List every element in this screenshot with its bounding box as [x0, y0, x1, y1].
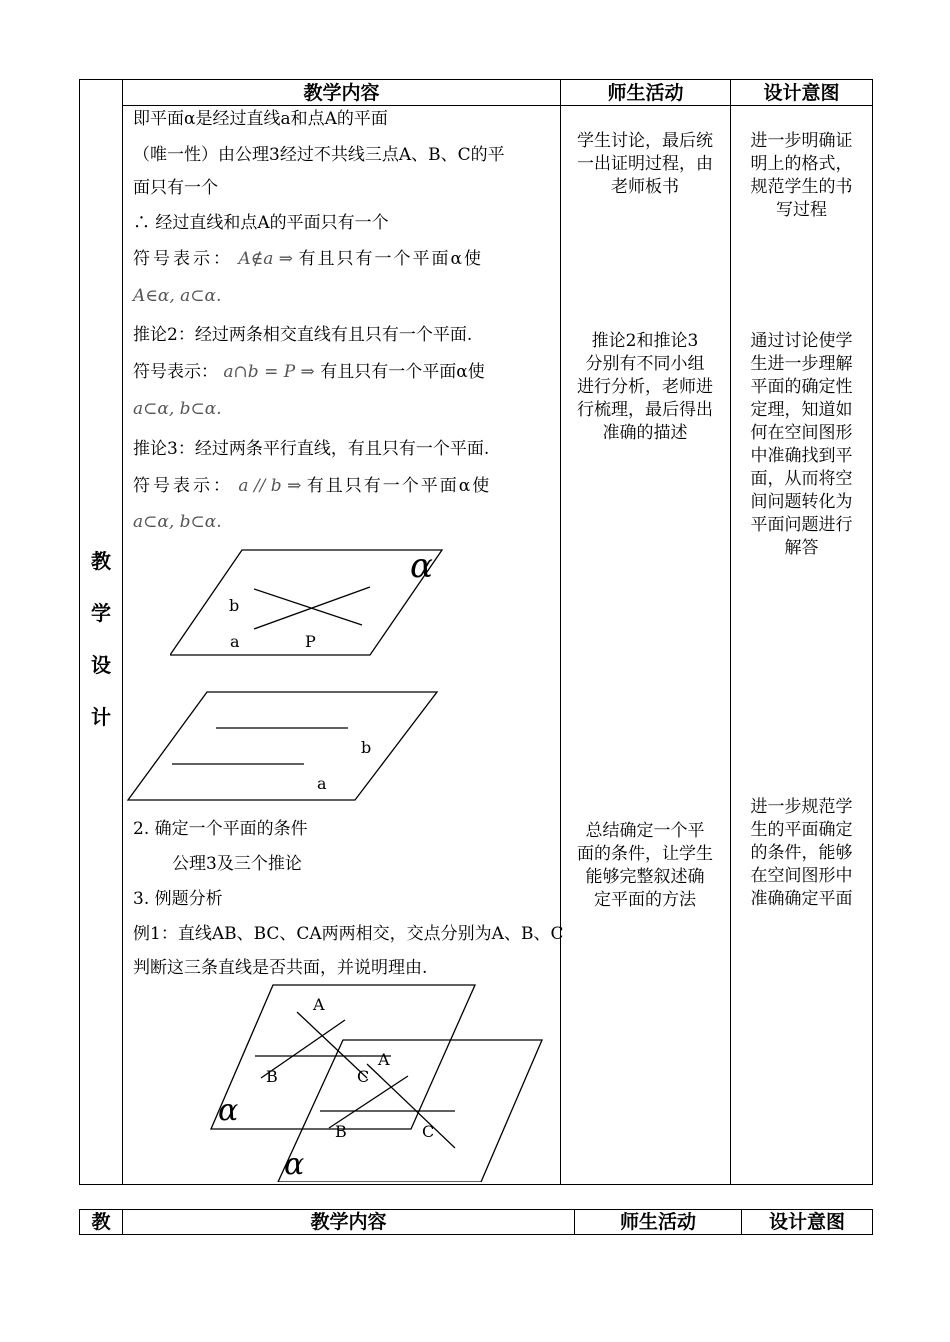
- plane-1: [211, 985, 475, 1129]
- corollary-2: 推论2：经过两条相交直线有且只有一个平面.: [133, 325, 473, 345]
- plane-parallelogram: [128, 692, 437, 800]
- activity-line: 行梳理，最后得出: [577, 400, 713, 420]
- table1-content-divider: [560, 79, 561, 1185]
- intent-block-2: [735, 330, 868, 560]
- activity-line: 一出证明过程，由: [577, 154, 713, 174]
- symbol-tail: 有且只有一个平面α使: [298, 249, 483, 269]
- figure-two-planes: [205, 982, 550, 1182]
- symbol-tail: 有且只有一个平面α使: [320, 362, 485, 382]
- label-a: a: [230, 632, 240, 651]
- intent-line: 进一步明确证: [750, 131, 853, 151]
- intent-line: 在空间图形中: [750, 866, 853, 886]
- activity-line: 面的条件，让学生: [577, 844, 713, 864]
- content-line2: （唯一性）由公理3经过不共线三点A、B、C的平: [133, 145, 505, 165]
- intent-line: 规范学生的书: [750, 177, 853, 197]
- label-p: P: [305, 632, 316, 651]
- intent-line: 平面的确定性: [750, 377, 853, 397]
- item-2-sub: 公理3及三个推论: [172, 854, 302, 874]
- alpha-label-2: α: [284, 1147, 305, 1182]
- label-a-1: A: [313, 995, 325, 1014]
- figure-parallel-lines: [127, 690, 442, 802]
- symbol-formula: a // b ⇒: [238, 476, 302, 496]
- symbol-row-3-line2: a⊂α, b⊂α.: [133, 512, 222, 532]
- symbol-tail: 有且只有一个平面α使: [306, 476, 492, 496]
- header-content: 教学内容: [303, 82, 380, 104]
- line-b: [254, 589, 362, 625]
- table1-activity-divider: [730, 79, 731, 1185]
- table2-right-border: [872, 1209, 873, 1235]
- table1-right-border: [872, 79, 873, 1185]
- intent-line: 生的平面确定: [750, 820, 853, 840]
- intent-line: 面，从而将空: [750, 469, 853, 489]
- intent-line: 的条件，能够: [750, 843, 853, 863]
- symbol-label: 符号表示：: [133, 476, 233, 496]
- activity-line: 分别有不同小组: [585, 354, 705, 374]
- table1-side-divider: [122, 79, 123, 1185]
- label-b: b: [361, 738, 372, 757]
- corollary-3: 推论3：经过两条平行直线，有且只有一个平面.: [133, 439, 490, 459]
- activity-line: 老师板书: [611, 177, 679, 197]
- intent-line: 生进一步理解: [750, 354, 853, 374]
- label-c-1: C: [357, 1067, 370, 1086]
- header-activity: 师生活动: [607, 82, 684, 104]
- symbol-row-1-line2: A∈α, a⊂α.: [133, 286, 222, 306]
- side-label-2: 学: [91, 601, 111, 625]
- intent-line: 中准确找到平: [750, 446, 853, 466]
- intent-line: 间问题转化为: [750, 492, 853, 512]
- intent-line: 写过程: [776, 200, 827, 220]
- label-a-2: A: [378, 1050, 390, 1069]
- label-b: b: [229, 596, 240, 615]
- activity-block-3: [566, 820, 724, 912]
- table2-header-content: 教学内容: [310, 1211, 387, 1233]
- table2-header-side: 教: [91, 1211, 111, 1233]
- symbol-row-1: [133, 248, 483, 270]
- label-b-2: B: [335, 1122, 347, 1141]
- symbol-row-2-line2: a⊂α, b⊂α.: [133, 399, 222, 419]
- symbol-label: 符号表示：: [133, 362, 218, 382]
- table1-left-border: [79, 79, 80, 1185]
- symbol-label: 符号表示：: [133, 249, 233, 269]
- intent-block-1: [735, 130, 868, 222]
- side-label-1: 教: [91, 549, 111, 573]
- activity-line: 推论2和推论3: [591, 331, 699, 351]
- activity-line: 进行分析，老师进: [577, 377, 713, 397]
- intent-line: 何在空间图形: [750, 423, 853, 443]
- activity-line: 总结确定一个平: [585, 821, 705, 841]
- intent-line: 进一步规范学: [750, 797, 853, 817]
- activity-line: 准确的描述: [602, 423, 688, 443]
- line-a: [254, 587, 370, 629]
- intent-line: 平面问题进行: [750, 515, 853, 535]
- label-b-1: B: [266, 1067, 278, 1086]
- intent-block-3: [735, 796, 868, 911]
- example-1-line1: 例1：直线AB、BC、CA两两相交，交点分别为A、B、C: [133, 924, 564, 944]
- intent-line: 通过讨论使学: [750, 331, 853, 351]
- content-line3: 面只有一个: [133, 178, 218, 198]
- item-2: 2. 确定一个平面的条件: [133, 819, 308, 839]
- item-3: 3. 例题分析: [133, 889, 223, 909]
- intent-line: 明上的格式，: [750, 154, 853, 174]
- activity-block-2: [566, 330, 724, 445]
- table2-header-activity: 师生活动: [619, 1211, 696, 1233]
- symbol-row-3: [133, 475, 491, 497]
- intent-line: 准确确定平面: [750, 889, 853, 909]
- label-c-2: C: [422, 1122, 435, 1141]
- activity-line: 定平面的方法: [594, 890, 696, 910]
- side-label-4: 计: [91, 705, 111, 729]
- content-line4: ∴ 经过直线和点A的平面只有一个: [133, 213, 389, 233]
- activity-block-1: [566, 130, 724, 199]
- line-ac-2: [367, 1064, 455, 1148]
- alpha-label: α: [410, 546, 433, 586]
- alpha-label-1: α: [218, 1093, 239, 1128]
- table1-bottom-border: [79, 1184, 873, 1185]
- intent-line: 解答: [784, 538, 819, 558]
- symbol-formula: a∩b = P ⇒: [223, 362, 315, 382]
- content-line1: 即平面α是经过直线a和点A的平面: [133, 109, 388, 129]
- figure-intersecting-lines: [170, 545, 450, 660]
- side-label-3: 设: [91, 653, 111, 677]
- symbol-row-2: [133, 361, 485, 383]
- intent-line: 定理，知道如: [750, 400, 853, 420]
- label-a: a: [317, 774, 327, 793]
- table2-header-intent: 设计意图: [768, 1211, 845, 1233]
- activity-line: 学生讨论，最后统: [577, 131, 713, 151]
- symbol-formula: A∉a ⇒: [238, 249, 294, 269]
- activity-line: 能够完整叙述确: [585, 867, 705, 887]
- example-1-line2: 判断这三条直线是否共面，并说明理由.: [133, 958, 428, 978]
- header-intent: 设计意图: [763, 82, 840, 104]
